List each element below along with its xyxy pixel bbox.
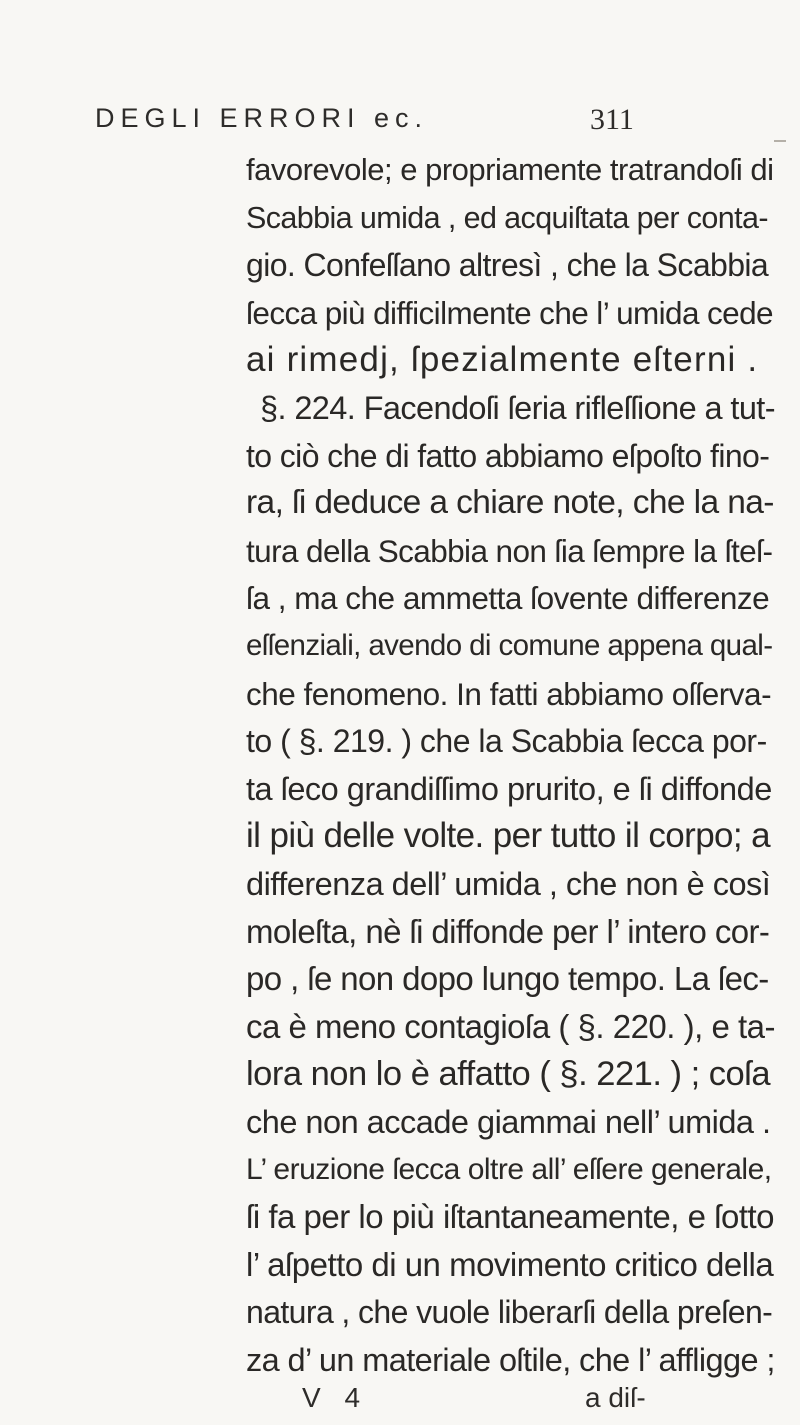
signature-mark: V 4 xyxy=(302,1381,369,1413)
text-line: gio. Confeſſano altresì , che la Scabbia xyxy=(246,247,769,284)
text-line: ra, ſi deduce a chiare note, che la na- xyxy=(246,484,774,522)
text-line: il più delle volte. per tutto il corpo; a xyxy=(246,816,771,856)
text-line: ca è meno contagioſa ( §. 220. ), e ta- xyxy=(246,1007,775,1045)
text-line: l’ aſpetto di un movimento critico della xyxy=(246,1245,774,1283)
page-number: 311 xyxy=(590,103,634,136)
page-header xyxy=(95,103,735,143)
text-line: natura , che vuole liberarſi della preſen- xyxy=(246,1294,773,1331)
text-line: §. 224. Facendoſi ſeria rifleſſione a tut- xyxy=(260,390,775,426)
text-line: che fenomeno. In fatti abbiamo oſſerva- xyxy=(246,675,772,712)
text-line: ai rimedj, ſpezialmente eſterni . xyxy=(246,340,759,380)
running-head: DEGLI ERRORI ec. xyxy=(95,103,429,133)
margin-mark xyxy=(774,140,786,142)
text-line: che non accade giammai nell’ umida . xyxy=(246,1104,771,1140)
text-line: to ( §. 219. ) che la Scabbia ſecca por- xyxy=(246,723,767,760)
text-line: za d’ un materiale oſtile, che l’ affligge ; xyxy=(246,1342,775,1378)
text-line: favorevole; e propriamente tratrandoſi di xyxy=(246,152,774,187)
text-line: L’ eruzione ſecca oltre all’ eſſere generale, xyxy=(246,1152,772,1186)
text-line: lora non lo è affatto ( §. 221. ) ; coſa xyxy=(246,1055,771,1094)
text-line: ta ſeco grandiſſimo prurito, e ſi diffonde xyxy=(246,770,772,807)
text-line: to ciò che di fatto abbiamo eſpoſto fino- xyxy=(246,437,770,474)
text-line: eſſenziali, avendo di comune appena qual- xyxy=(246,629,773,662)
text-line: po , ſe non dopo lungo tempo. La ſec- xyxy=(246,960,769,998)
text-line: Scabbia umida , ed acquiſtata per conta- xyxy=(246,200,768,235)
text-line: differenza dell’ umida , che non è così xyxy=(246,866,771,902)
text-line: ſecca più difficilmente che l’ umida cede xyxy=(246,294,773,331)
text-line: ſa , ma che ammetta ſovente differenze xyxy=(246,580,770,617)
text-line: tura della Scabbia non ſia ſempre la ſteſ- xyxy=(246,532,773,569)
text-line: moleſta, nè ſi diffonde per l’ intero cor- xyxy=(246,912,770,950)
catchword: a diſ- xyxy=(585,1381,646,1413)
text-line: ſi fa per lo più iſtantaneamente, e ſotto xyxy=(246,1198,775,1236)
page-footer xyxy=(0,1382,800,1422)
